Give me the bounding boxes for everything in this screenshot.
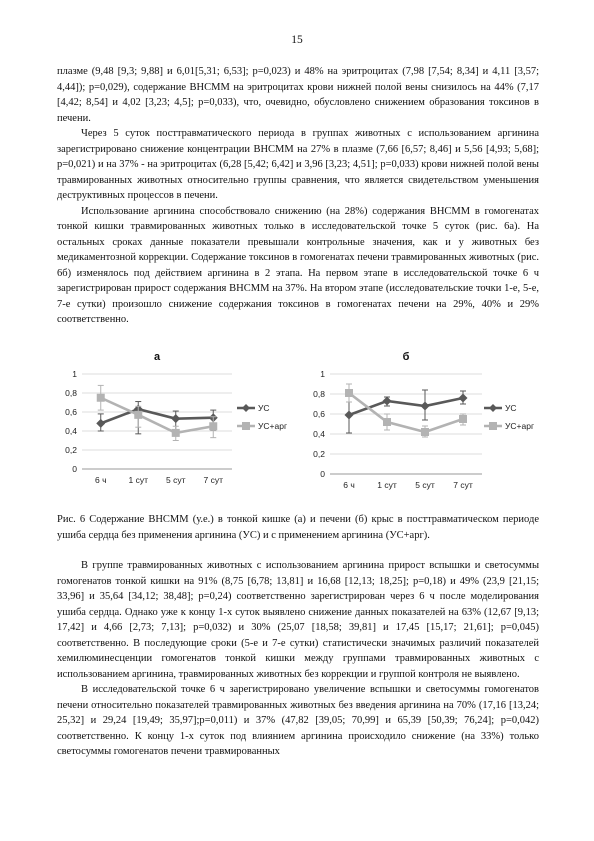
data-point	[459, 394, 468, 403]
series-line	[349, 393, 463, 432]
figure-caption: Рис. 6 Содержание ВНСММ (у.е.) в тонкой кишке (а) и печени (б) крыс в посттравматическом периоде ушиба сердца без применения аргинина (УС) и с применением аргинина (УС+арг).	[57, 514, 539, 541]
y-tick-label: 0,2	[313, 449, 325, 459]
data-point	[209, 422, 217, 430]
x-tick-label: 7 сут	[453, 480, 473, 490]
data-point	[345, 411, 354, 420]
body-text-top	[57, 64, 539, 328]
paragraph: Через 5 суток посттравматического периода в группах животных с использованием аргинина зарегистрировано снижение концентрации ВНСММ на 27% в плазме (7,66 [6,57; 8,46] и 5,56 [4,93; 5,68]; p=0,021) и на 37% - на эритроцитах (6,28 [5,42; 6,42] и 3,96 [3,23; 4,51]; p=0,033) крови нижней полой вены травмированных животных относительно группы сравнения, что является свидетельством уменьшения деструктивных процессов в печени.	[57, 128, 539, 201]
data-point	[383, 397, 392, 406]
legend-marker	[242, 422, 250, 430]
series-line	[101, 409, 214, 423]
legend-label: УС	[505, 403, 517, 413]
paragraph: В группе травмированных животных с использованием аргинина прирост вспышки и светосуммы гомогенатов тонкой кишки на 91% (8,75 [6,78; 13,81] и 16,68 [12,13; 18,25]; p=0,18) и 49% (23,9 [21,15; 33,96] и 35,64 [34,12; 38,48]; p=0,24) соответственно зарегистрирован через 6 ч после моделирования ушиба сердца. Однако уже к концу 1-х суток выявлено снижение данных показателей на 63% (12,67 [9,13; 17,42] и 4,66 [2,73; 7,13]; p=0,032) и 30% (25,07 [18,58; 39,81] и 17,45 [15,17; 21,61]; p=0,045) соответственно. В последующие сроки (5-е и 7-е сутки) статистически значимых различий показателей хемилюминесценции гомогенатов тонкой кишки между группами травмированных животных с использованием аргинина, травмированных животных без коррекции и группой контроля не выявлено.	[57, 560, 539, 680]
data-point	[345, 389, 353, 397]
x-tick-label: 7 сут	[203, 475, 223, 485]
y-tick-label: 0	[72, 464, 77, 474]
legend-marker	[242, 404, 250, 412]
legend-label: УС+арг	[505, 421, 535, 431]
x-tick-label: 6 ч	[94, 475, 107, 485]
data-point	[171, 414, 180, 423]
x-tick-label: 6 ч	[343, 480, 355, 490]
data-point	[134, 411, 142, 419]
y-tick-label: 0	[320, 469, 325, 479]
x-tick-label: 1 сут	[128, 475, 148, 485]
chart-a	[52, 347, 302, 497]
y-tick-label: 1	[320, 369, 325, 379]
data-point	[421, 402, 430, 411]
page-number: 15	[291, 34, 303, 46]
data-point	[96, 419, 105, 428]
legend-marker	[489, 404, 497, 412]
data-point	[383, 418, 391, 426]
data-point	[172, 429, 180, 437]
body-text-bottom	[57, 558, 539, 760]
chart-b	[300, 347, 545, 497]
paragraph: В исследовательской точке 6 ч зарегистрировано увеличение вспышки и светосуммы гомогенатов печени относительно показателей травмированных животных без введения аргинина на 70% (17,16 [13,24; 25,32] и 29,24 [19,49; 35,97];p=0,011) и 37% (47,82 [39,05; 70,99] и 65,39 [50,39; 76,24]; p=0,042) соответственно. К концу 1-х суток под влиянием аргинина происходило снижение (на 33%) только светосуммы гомогенатов печени травмированных	[57, 684, 539, 757]
series-line	[101, 398, 214, 433]
paragraph: Использование аргинина способствовало снижению (на 28%) содержания ВНСММ в гомогенатах тонкой кишки травмированных животных только в исследовательской точке 5 суток (рис. 6а). На остальных сроках данные показатели превышали контрольные значения, как и у животных без медикаментозной коррекции. Содержание токсинов в гомогенатах печени травмированных животных (рис. 6б) изменялось под действием аргинина в 2 этапа. На первом этапе в исследовательской точке 6 ч зарегистрирован прирост содержания ВНСММ на 37%. На втором этапе (исследовательские точки 1-е, 5-е, 7-е сутки) произошло снижение содержания токсинов в гомогенатах печени на 29%, 40% и 29% соответственно.	[57, 205, 539, 325]
legend-label: УС	[258, 403, 270, 413]
paragraph: плазме (9,48 [9,3; 9,88] и 6,01[5,31; 6,53]; p=0,023) и 48% на эритроцитах (7,98 [7,54; 8,34] и 4,11 [3,57; 4,44]); p=0,029), содержание ВНСММ на эритроцитах крови нижней полой вены снизилось на 44% (7,17 [4,42; 8,54] и 4,02 [3,23; 4,5]; p=0,033), что, очевидно, обусловлено снижением образования токсинов в печени.	[57, 66, 539, 124]
y-tick-label: 0,6	[65, 407, 77, 417]
data-point	[421, 428, 429, 436]
y-tick-label: 0,6	[313, 409, 325, 419]
x-tick-label: 1 сут	[377, 480, 397, 490]
y-tick-label: 0,2	[65, 445, 77, 455]
legend-label: УС+арг	[258, 421, 288, 431]
x-tick-label: 5 сут	[166, 475, 186, 485]
legend-marker	[489, 422, 497, 430]
y-tick-label: 1	[72, 369, 77, 379]
y-tick-label: 0,8	[65, 388, 77, 398]
chart-title: б	[402, 351, 410, 363]
y-tick-label: 0,4	[65, 426, 77, 436]
y-tick-label: 0,4	[313, 429, 325, 439]
data-point	[459, 415, 467, 423]
x-tick-label: 5 сут	[415, 480, 435, 490]
data-point	[97, 394, 105, 402]
chart-title: а	[153, 351, 161, 363]
y-tick-label: 0,8	[313, 389, 325, 399]
